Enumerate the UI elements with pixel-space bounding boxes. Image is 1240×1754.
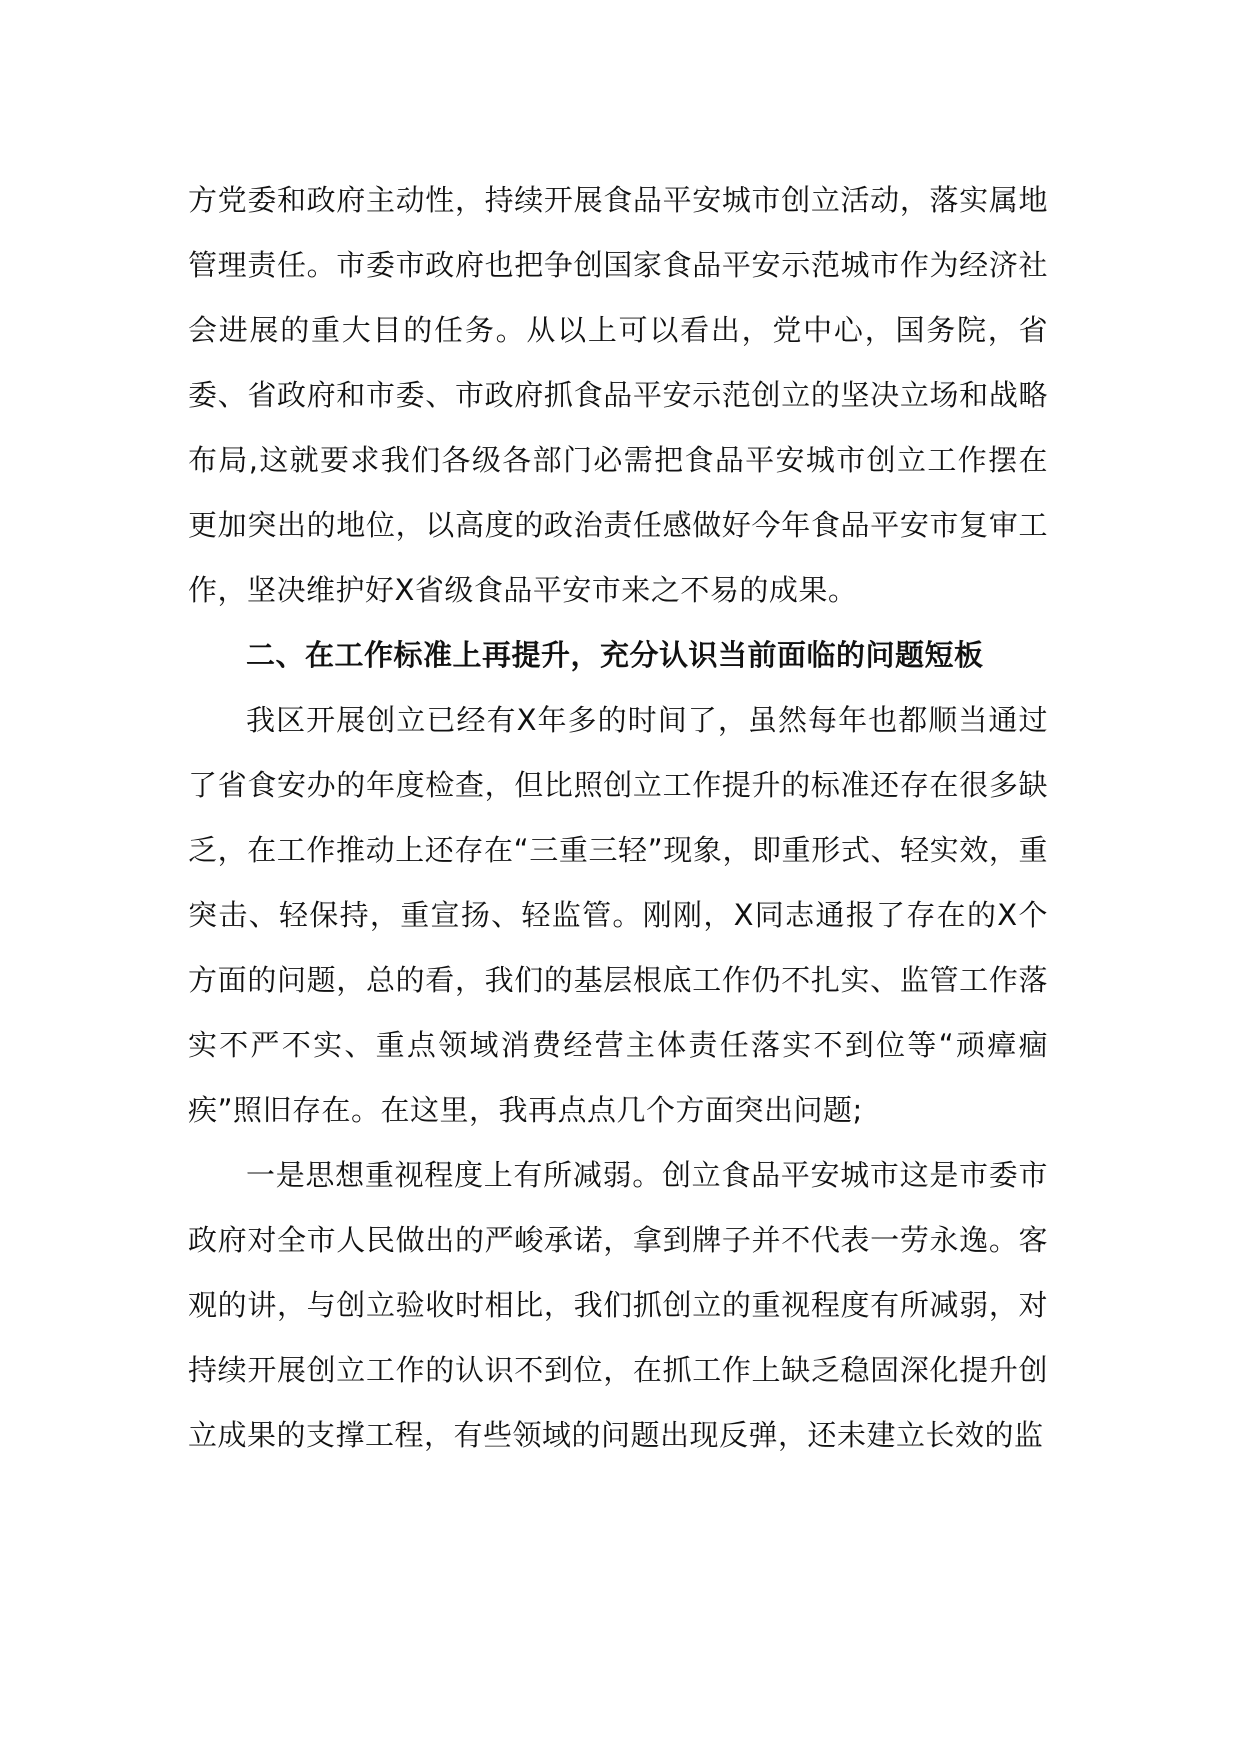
- paragraph-3: 一是思想重视程度上有所减弱。创立食品平安城市这是市委市政府对全市人民做出的严峻承诺，拿到牌子并不代表一劳永逸。客观的讲，与创立验收时相比，我们抓创立的重视程度有所减弱，对持续开展创立工作的认识不到位，在抓工作上缺乏稳固深化提升创立成果的支撑工程，有些领域的问题出现反弹，还未建立长效的监: [188, 1158, 1048, 1452]
- paragraph-2: 我区开展创立已经有X年多的时间了，虽然每年也都顺当通过了省食安办的年度检查，但比照创立工作提升的标准还存在很多缺乏，在工作推动上还存在“三重三轻”现象，即重形式、轻实效，重突击、轻保持，重宣扬、轻监管。刚刚，X同志通报了存在的X个方面的问题，总的看，我们的基层根底工作仍不扎实、监管工作落实不严不实、重点领域消费经营主体责任落实不到位等“顽瘴痼疾”照旧存在。在这里，我再点点几个方面突出问题;: [188, 703, 1048, 1127]
- paragraph-1: 方党委和政府主动性，持续开展食品平安城市创立活动，落实属地管理责任。市委市政府也把争创国家食品平安示范城市作为经济社会进展的重大目的任务。从以上可以看出，党中心，国务院，省委、省政府和市委、市政府抓食品平安示范创立的坚决立场和战略布局,这就要求我们各级各部门必需把食品平安城市创立工作摆在更加突出的地位，以高度的政治责任感做好今年食品平安市复审工作，坚决维护好X省级食品平安市来之不易的成果。: [188, 183, 1048, 607]
- section-heading-2: 二、在工作标准上再提升，充分认识当前面临的问题短板: [246, 638, 984, 672]
- document-body: [188, 168, 1048, 1468]
